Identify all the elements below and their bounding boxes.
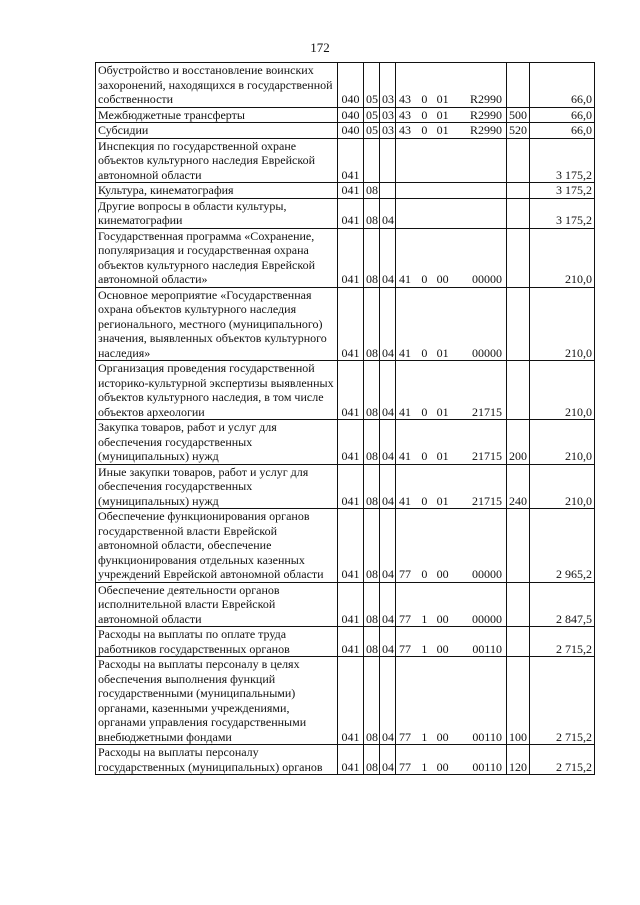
ministry-code: 041 [338,287,364,361]
program-code-part: 01 [436,345,449,360]
program-code [396,657,507,745]
section-code: 08 [364,464,380,509]
program-code-part: 00 [436,611,449,626]
program-code [396,464,507,509]
section-code: 08 [364,657,380,745]
program-code-part: 1 [421,641,428,656]
ministry-code: 041 [338,509,364,583]
section-code: 05 [364,107,380,123]
page-number: 172 [310,40,330,55]
amount: 210,0 [530,464,595,509]
subsection-code: 04 [380,228,396,287]
program-code-part: 77 [399,729,411,744]
amount: 210,0 [530,420,595,465]
expense-type-code [507,627,530,657]
program-code [396,420,507,465]
row-name: Обустройство и восстановление воинских захоронений, находящихся в государственной собственности [96,63,338,108]
program-code [396,63,507,108]
subsection-code: 03 [380,63,396,108]
ministry-code: 041 [338,228,364,287]
amount: 3 175,2 [530,138,595,183]
row-name: Межбюджетные трансферты [96,107,338,123]
expense-type-code: 120 [507,745,530,775]
subsection-code: 04 [380,420,396,465]
program-code-part: 77 [399,641,411,656]
section-code: 08 [364,183,380,199]
amount: 210,0 [530,287,595,361]
program-code-part: 41 [399,493,411,508]
program-code-part: 0 [421,345,428,360]
table-row [96,509,595,583]
subsection-code: 04 [380,582,396,627]
program-code [396,183,507,199]
subsection-code: 04 [380,745,396,775]
row-name: Иные закупки товаров, работ и услуг для обеспечения государственных (муниципальных) нужд [96,464,338,509]
program-code-part: R2990 [469,123,502,137]
program-code-part: 00 [436,729,449,744]
ministry-code: 041 [338,582,364,627]
section-code: 08 [364,287,380,361]
ministry-code: 041 [338,745,364,775]
amount: 2 715,2 [530,627,595,657]
program-code-part: 0 [421,404,428,419]
table-row [96,138,595,183]
program-code-part: 0 [421,493,428,508]
program-code [396,509,507,583]
table-row [96,745,595,775]
program-code-part: 00000 [471,272,502,286]
subsection-code: 04 [380,657,396,745]
program-code [396,361,507,420]
subsection-code: 03 [380,123,396,139]
program-code-part: 00000 [471,611,502,626]
subsection-code: 04 [380,361,396,420]
subsection-code: 03 [380,107,396,123]
expense-type-code: 500 [507,107,530,123]
program-code [396,138,507,183]
row-name: Основное мероприятие «Государственная охрана объектов культурного наследия регионального, местного (муниципального) значения, выявленных объектов культурного наследия» [96,287,338,361]
ministry-code: 041 [338,464,364,509]
section-code: 05 [364,63,380,108]
program-code-part: 01 [436,107,449,122]
amount: 210,0 [530,228,595,287]
table-row [96,228,595,287]
amount: 3 175,2 [530,198,595,228]
program-code [396,287,507,361]
subsection-code: 04 [380,509,396,583]
section-code: 08 [364,361,380,420]
table-row [96,420,595,465]
table-row [96,183,595,199]
expense-type-code [507,198,530,228]
section-code: 08 [364,228,380,287]
table-row [96,464,595,509]
ministry-code: 041 [338,198,364,228]
program-code [396,123,507,139]
amount: 66,0 [530,123,595,139]
row-name: Организация проведения государственной историко-культурной экспертизы выявленных объектов культурного наследия, в том числе объектов археологии [96,361,338,420]
program-code-part: 00 [436,641,449,656]
program-code-part: 21715 [471,404,502,419]
ministry-code: 041 [338,361,364,420]
expense-type-code [507,509,530,583]
subsection-code: 04 [380,287,396,361]
budget-table [95,62,595,775]
program-code [396,107,507,123]
program-code-part: 00 [436,567,449,581]
row-name: Культура, кинематография [96,183,338,199]
expense-type-code [507,183,530,199]
program-code-part: 01 [436,449,449,463]
ministry-code: 041 [338,627,364,657]
row-name: Расходы на выплаты персоналу в целях обеспечения выполнения функций государственными (муниципальными) органами, казенными учреждениями, органами управления государственными внебюджетными фондами [96,657,338,745]
table-row [96,123,595,139]
amount: 3 175,2 [530,183,595,199]
expense-type-code [507,361,530,420]
row-name: Субсидии [96,123,338,139]
subsection-code [380,138,396,183]
ministry-code: 040 [338,63,364,108]
row-name: Обеспечение деятельности органов исполнительной власти Еврейской автономной области [96,582,338,627]
ministry-code: 041 [338,183,364,199]
program-code-part: 43 [399,123,411,137]
program-code-part: 00 [436,759,449,774]
subsection-code: 04 [380,198,396,228]
expense-type-code: 100 [507,657,530,745]
program-code-part: 00110 [472,641,502,656]
program-code-part: 0 [421,123,428,137]
program-code-part: 43 [399,92,411,106]
table-row [96,627,595,657]
row-name: Государственная программа «Сохранение, популяризация и государственная охрана объектов культурного наследия Еврейской автономной области» [96,228,338,287]
program-code [396,627,507,657]
expense-type-code [507,228,530,287]
expense-type-code [507,582,530,627]
program-code-part: 21715 [471,449,502,463]
section-code: 08 [364,627,380,657]
amount: 2 847,5 [530,582,595,627]
section-code: 05 [364,123,380,139]
expense-type-code [507,287,530,361]
program-code-part: 01 [436,493,449,508]
program-code-part: 01 [436,92,449,106]
section-code: 08 [364,745,380,775]
subsection-code [380,183,396,199]
program-code-part: 00000 [471,345,502,360]
program-code-part: 21715 [471,493,502,508]
program-code-part: 00000 [471,567,502,581]
expense-type-code: 200 [507,420,530,465]
section-code: 08 [364,420,380,465]
amount: 2 715,2 [530,745,595,775]
program-code-part: 1 [421,611,428,626]
program-code-part: 1 [421,759,428,774]
program-code-part: 00110 [472,729,502,744]
table-row [96,582,595,627]
row-name: Инспекция по государственной охране объектов культурного наследия Еврейской автономной области [96,138,338,183]
program-code-part: R2990 [469,92,502,106]
program-code-part: 41 [399,345,411,360]
table-row [96,361,595,420]
subsection-code: 04 [380,464,396,509]
program-code-part: 41 [399,404,411,419]
program-code-part: 0 [421,567,428,581]
program-code-part: 0 [421,449,428,463]
program-code-part: 01 [436,123,449,137]
program-code [396,228,507,287]
program-code-part: 0 [421,272,428,286]
amount: 66,0 [530,107,595,123]
expense-type-code: 240 [507,464,530,509]
row-name: Закупка товаров, работ и услуг для обеспечения государственных (муниципальных) нужд [96,420,338,465]
section-code [364,138,380,183]
expense-type-code [507,138,530,183]
program-code-part: 0 [421,107,428,122]
amount: 2 965,2 [530,509,595,583]
amount: 210,0 [530,361,595,420]
section-code: 08 [364,198,380,228]
table-row [96,198,595,228]
ministry-code: 040 [338,107,364,123]
ministry-code: 040 [338,123,364,139]
section-code: 08 [364,509,380,583]
subsection-code: 04 [380,627,396,657]
program-code-part: 00 [436,272,449,286]
row-name: Обеспечение функционирования органов государственной власти Еврейской автономной области, обеспечение функционирования отдельных казенных учреждений Еврейской автономной области [96,509,338,583]
amount: 66,0 [530,63,595,108]
section-code: 08 [364,582,380,627]
program-code-part: 0 [421,92,428,106]
table-row [96,107,595,123]
row-name: Расходы на выплаты персоналу государственных (муниципальных) органов [96,745,338,775]
program-code-part: 41 [399,449,411,463]
program-code-part: 77 [399,567,411,581]
ministry-code: 041 [338,657,364,745]
expense-type-code: 520 [507,123,530,139]
table-row [96,63,595,108]
program-code-part: 01 [436,404,449,419]
program-code [396,198,507,228]
program-code [396,745,507,775]
table-row [96,657,595,745]
program-code-part: 1 [421,729,428,744]
row-name: Расходы на выплаты по оплате труда работников государственных органов [96,627,338,657]
expense-type-code [507,63,530,108]
program-code-part: R2990 [469,107,502,122]
program-code-part: 77 [399,759,411,774]
row-name: Другие вопросы в области культуры, кинематографии [96,198,338,228]
program-code-part: 00110 [472,759,502,774]
amount: 2 715,2 [530,657,595,745]
program-code-part: 41 [399,272,411,286]
ministry-code: 041 [338,420,364,465]
table-row [96,287,595,361]
program-code-part: 43 [399,107,411,122]
program-code-part: 77 [399,611,411,626]
program-code [396,582,507,627]
ministry-code: 041 [338,138,364,183]
